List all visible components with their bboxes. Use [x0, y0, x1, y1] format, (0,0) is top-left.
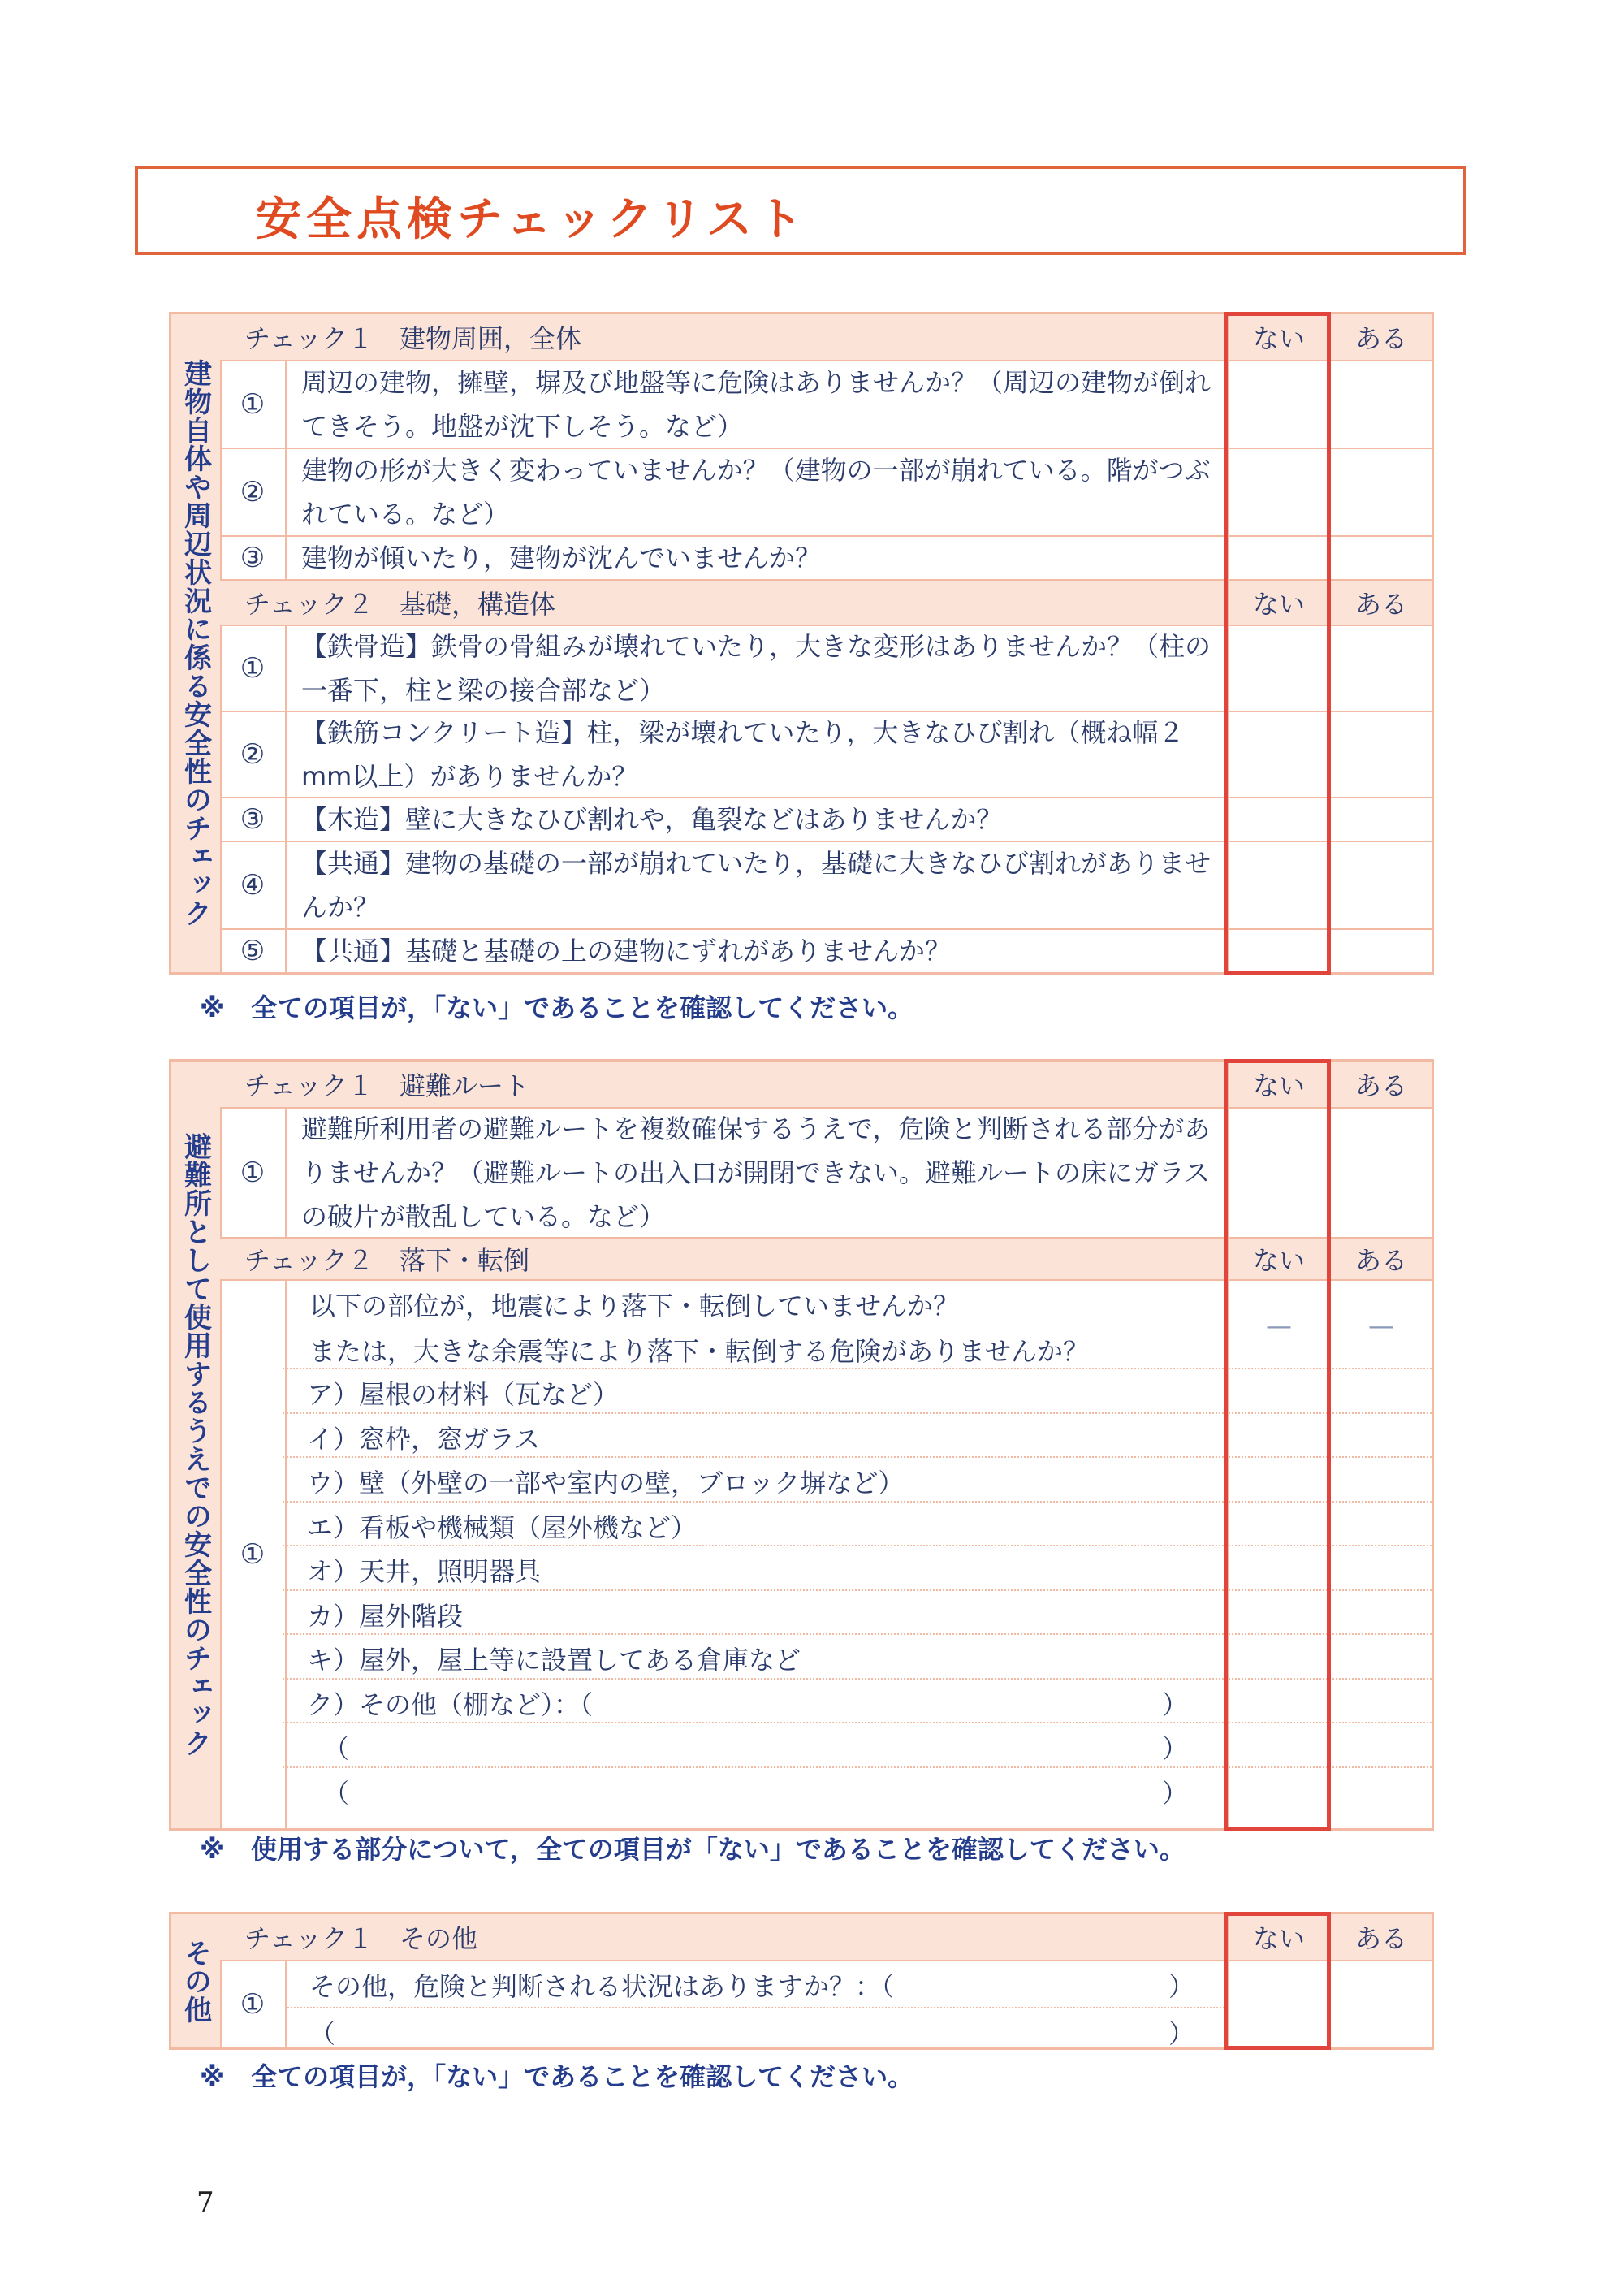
falling-sub-item: イ）窓枠，窓ガラス: [283, 1412, 1432, 1457]
checkbox-aru[interactable]: [1329, 1723, 1432, 1766]
check-item: ① 【鉄骨造】鉄骨の骨組みが壊れていたり，大きな変形はありませんか？（柱の一番下，柱と梁の接合部など）: [220, 625, 1432, 711]
other-line[interactable]: （ ）: [285, 2007, 1227, 2052]
falling-sub-item: ア）屋根の材料（瓦など）: [283, 1368, 1432, 1412]
column-aru: ある: [1329, 581, 1432, 625]
falling-sub-item: カ）屋外階段: [283, 1589, 1432, 1634]
column-aru: ある: [1329, 1062, 1432, 1107]
checkbox-aru[interactable]: [1329, 930, 1432, 972]
check-header: チェック１ 建物周囲，全体 ない ある: [220, 314, 1432, 360]
check-item: ① 周辺の建物，擁壁，塀及び地盤等に危険はありませんか？（周辺の建物が倒れてきそう。地盤が沈下しそう。など）: [220, 360, 1432, 448]
section-label: 避難所として使用するうえでの安全性のチェック: [171, 1062, 222, 1828]
checkbox-aru[interactable]: [1329, 798, 1432, 841]
checkbox-nai[interactable]: [1227, 1503, 1329, 1546]
checkbox-aru[interactable]: [1329, 1458, 1432, 1501]
section-building-safety: [169, 312, 1434, 975]
checkbox-aru[interactable]: [1329, 842, 1432, 928]
section-note: ※ 使用する部分について，全ての項目が「ない」であることを確認してください。: [200, 1834, 1186, 1865]
check-header: チェック１ 避難ルート ない ある: [220, 1062, 1432, 1107]
checkbox-aru[interactable]: [1329, 1109, 1432, 1237]
column-nai: ない: [1227, 1914, 1329, 1960]
dash-nai: —: [1266, 1310, 1292, 1341]
check-item: ⑤ 【共通】基礎と基礎の上の建物にずれがありませんか？: [220, 928, 1432, 972]
checkbox-nai[interactable]: [1227, 798, 1329, 841]
checkbox-aru[interactable]: [1329, 1680, 1432, 1723]
checkbox-aru[interactable]: [1329, 1635, 1432, 1678]
check-header: チェック２ 落下・転倒 ない ある: [220, 1237, 1432, 1279]
section-label: その他: [171, 1914, 222, 2047]
dash-aru: —: [1368, 1310, 1394, 1341]
checkbox-nai[interactable]: [1227, 930, 1329, 972]
section-note: ※ 全ての項目が，「ない」であることを確認してください。: [200, 992, 914, 1023]
falling-check-group: ① 以下の部位が，地震により落下・転倒していませんか？ または，大きな余震等により落下・転倒する危険がありませんか？ — —: [220, 1279, 1432, 1828]
column-nai: ない: [1227, 581, 1329, 625]
checkbox-nai[interactable]: [1227, 1768, 1329, 1811]
checkbox-nai[interactable]: [1227, 712, 1329, 797]
column-nai: ない: [1227, 1062, 1329, 1107]
check-item: ③ 建物が傾いたり，建物が沈んでいませんか？: [220, 535, 1432, 579]
checkbox-aru[interactable]: [1329, 1591, 1432, 1634]
check-item: ② 建物の形が大きく変わっていませんか？（建物の一部が崩れている。階がつぶれている。など）: [220, 448, 1432, 535]
falling-sub-item: エ）看板や機械類（屋外機など）: [283, 1501, 1432, 1546]
checkbox-nai[interactable]: [1227, 1458, 1329, 1501]
column-aru: ある: [1329, 1239, 1432, 1279]
checkbox-nai[interactable]: [1227, 1109, 1329, 1237]
checkbox-nai[interactable]: [1227, 1414, 1329, 1457]
falling-sub-item[interactable]: （ ）: [283, 1766, 1432, 1811]
falling-sub-item[interactable]: （ ）: [283, 1722, 1432, 1766]
page-title: 安全点検チェックリスト: [256, 193, 808, 246]
checkbox-nai[interactable]: [1227, 449, 1329, 535]
checkbox-aru[interactable]: [1329, 1414, 1432, 1457]
check-item: ① 避難所利用者の避難ルートを複数確保するうえで，危険と判断される部分がありませんか？（避難ルートの出入口が開閉できない。避難ルートの床にガラスの破片が散乱している。など）: [220, 1107, 1432, 1237]
checkbox-nai[interactable]: [1227, 626, 1329, 711]
checkbox-nai[interactable]: [1227, 1723, 1329, 1766]
column-aru: ある: [1329, 314, 1432, 360]
checkbox-nai[interactable]: [1227, 1635, 1329, 1678]
column-nai: ない: [1227, 1239, 1329, 1279]
falling-sub-item[interactable]: ク）その他（棚など）：（ ）: [283, 1678, 1432, 1723]
checkbox-nai[interactable]: [1227, 1369, 1329, 1412]
checkbox-aru[interactable]: [1329, 1546, 1432, 1589]
page-number: 7: [197, 2186, 214, 2219]
column-aru: ある: [1329, 1914, 1432, 1960]
column-nai: ない: [1227, 314, 1329, 360]
check-item: ② 【鉄筋コンクリート造】柱，梁が壊れていたり，大きなひび割れ（概ね幅２mm以上）がありませんか？: [220, 711, 1432, 797]
title-box: [135, 166, 1466, 255]
section-note: ※ 全ての項目が，「ない」であることを確認してください。: [200, 2061, 914, 2092]
falling-sub-item: キ）屋外，屋上等に設置してある倉庫など: [283, 1633, 1432, 1678]
intro-line: 以下の部位が，地震により落下・転倒していませんか？: [309, 1291, 960, 1321]
checkbox-aru[interactable]: [1329, 449, 1432, 535]
checkbox-nai[interactable]: [1227, 361, 1329, 448]
checkbox-nai[interactable]: [1227, 1546, 1329, 1589]
section-label: 建物自体や周辺状況に係る安全性のチェック: [171, 314, 222, 972]
checkbox-aru[interactable]: [1329, 626, 1432, 711]
checkbox-aru[interactable]: [1329, 1503, 1432, 1546]
check-header: チェック１ その他 ない ある: [220, 1914, 1432, 1960]
falling-sub-item: オ）天井，照明器具: [283, 1545, 1432, 1589]
checkbox-nai[interactable]: [1227, 1591, 1329, 1634]
checkbox-aru[interactable]: [1329, 1369, 1432, 1412]
falling-sub-item: ウ）壁（外壁の一部や室内の壁，ブロック塀など）: [283, 1456, 1432, 1501]
checkbox-aru[interactable]: [1329, 1961, 1432, 2047]
checkbox-nai[interactable]: [1227, 537, 1329, 579]
checkbox-nai[interactable]: [1227, 1680, 1329, 1723]
other-line[interactable]: その他，危険と判断される状況はありますか？：（ ）: [309, 1971, 1194, 2002]
check-item: ③ 【木造】壁に大きなひび割れや，亀裂などはありませんか？: [220, 797, 1432, 841]
checkbox-aru[interactable]: [1329, 712, 1432, 797]
check-header: チェック２ 基礎，構造体 ない ある: [220, 579, 1432, 625]
checkbox-nai[interactable]: [1227, 1961, 1329, 2047]
intro-line: または，大きな余震等により落下・転倒する危険がありませんか？: [309, 1336, 1090, 1367]
check-item: ④ 【共通】建物の基礎の一部が崩れていたり，基礎に大きなひび割れがありませんか？: [220, 841, 1432, 928]
check-item: ① その他，危険と判断される状況はありますか？：（ ） （ ）: [220, 1960, 1432, 2047]
checkbox-nai[interactable]: [1227, 842, 1329, 928]
checkbox-aru[interactable]: [1329, 537, 1432, 579]
checkbox-aru[interactable]: [1329, 361, 1432, 448]
checkbox-aru[interactable]: [1329, 1768, 1432, 1811]
section-other: [169, 1912, 1434, 2050]
